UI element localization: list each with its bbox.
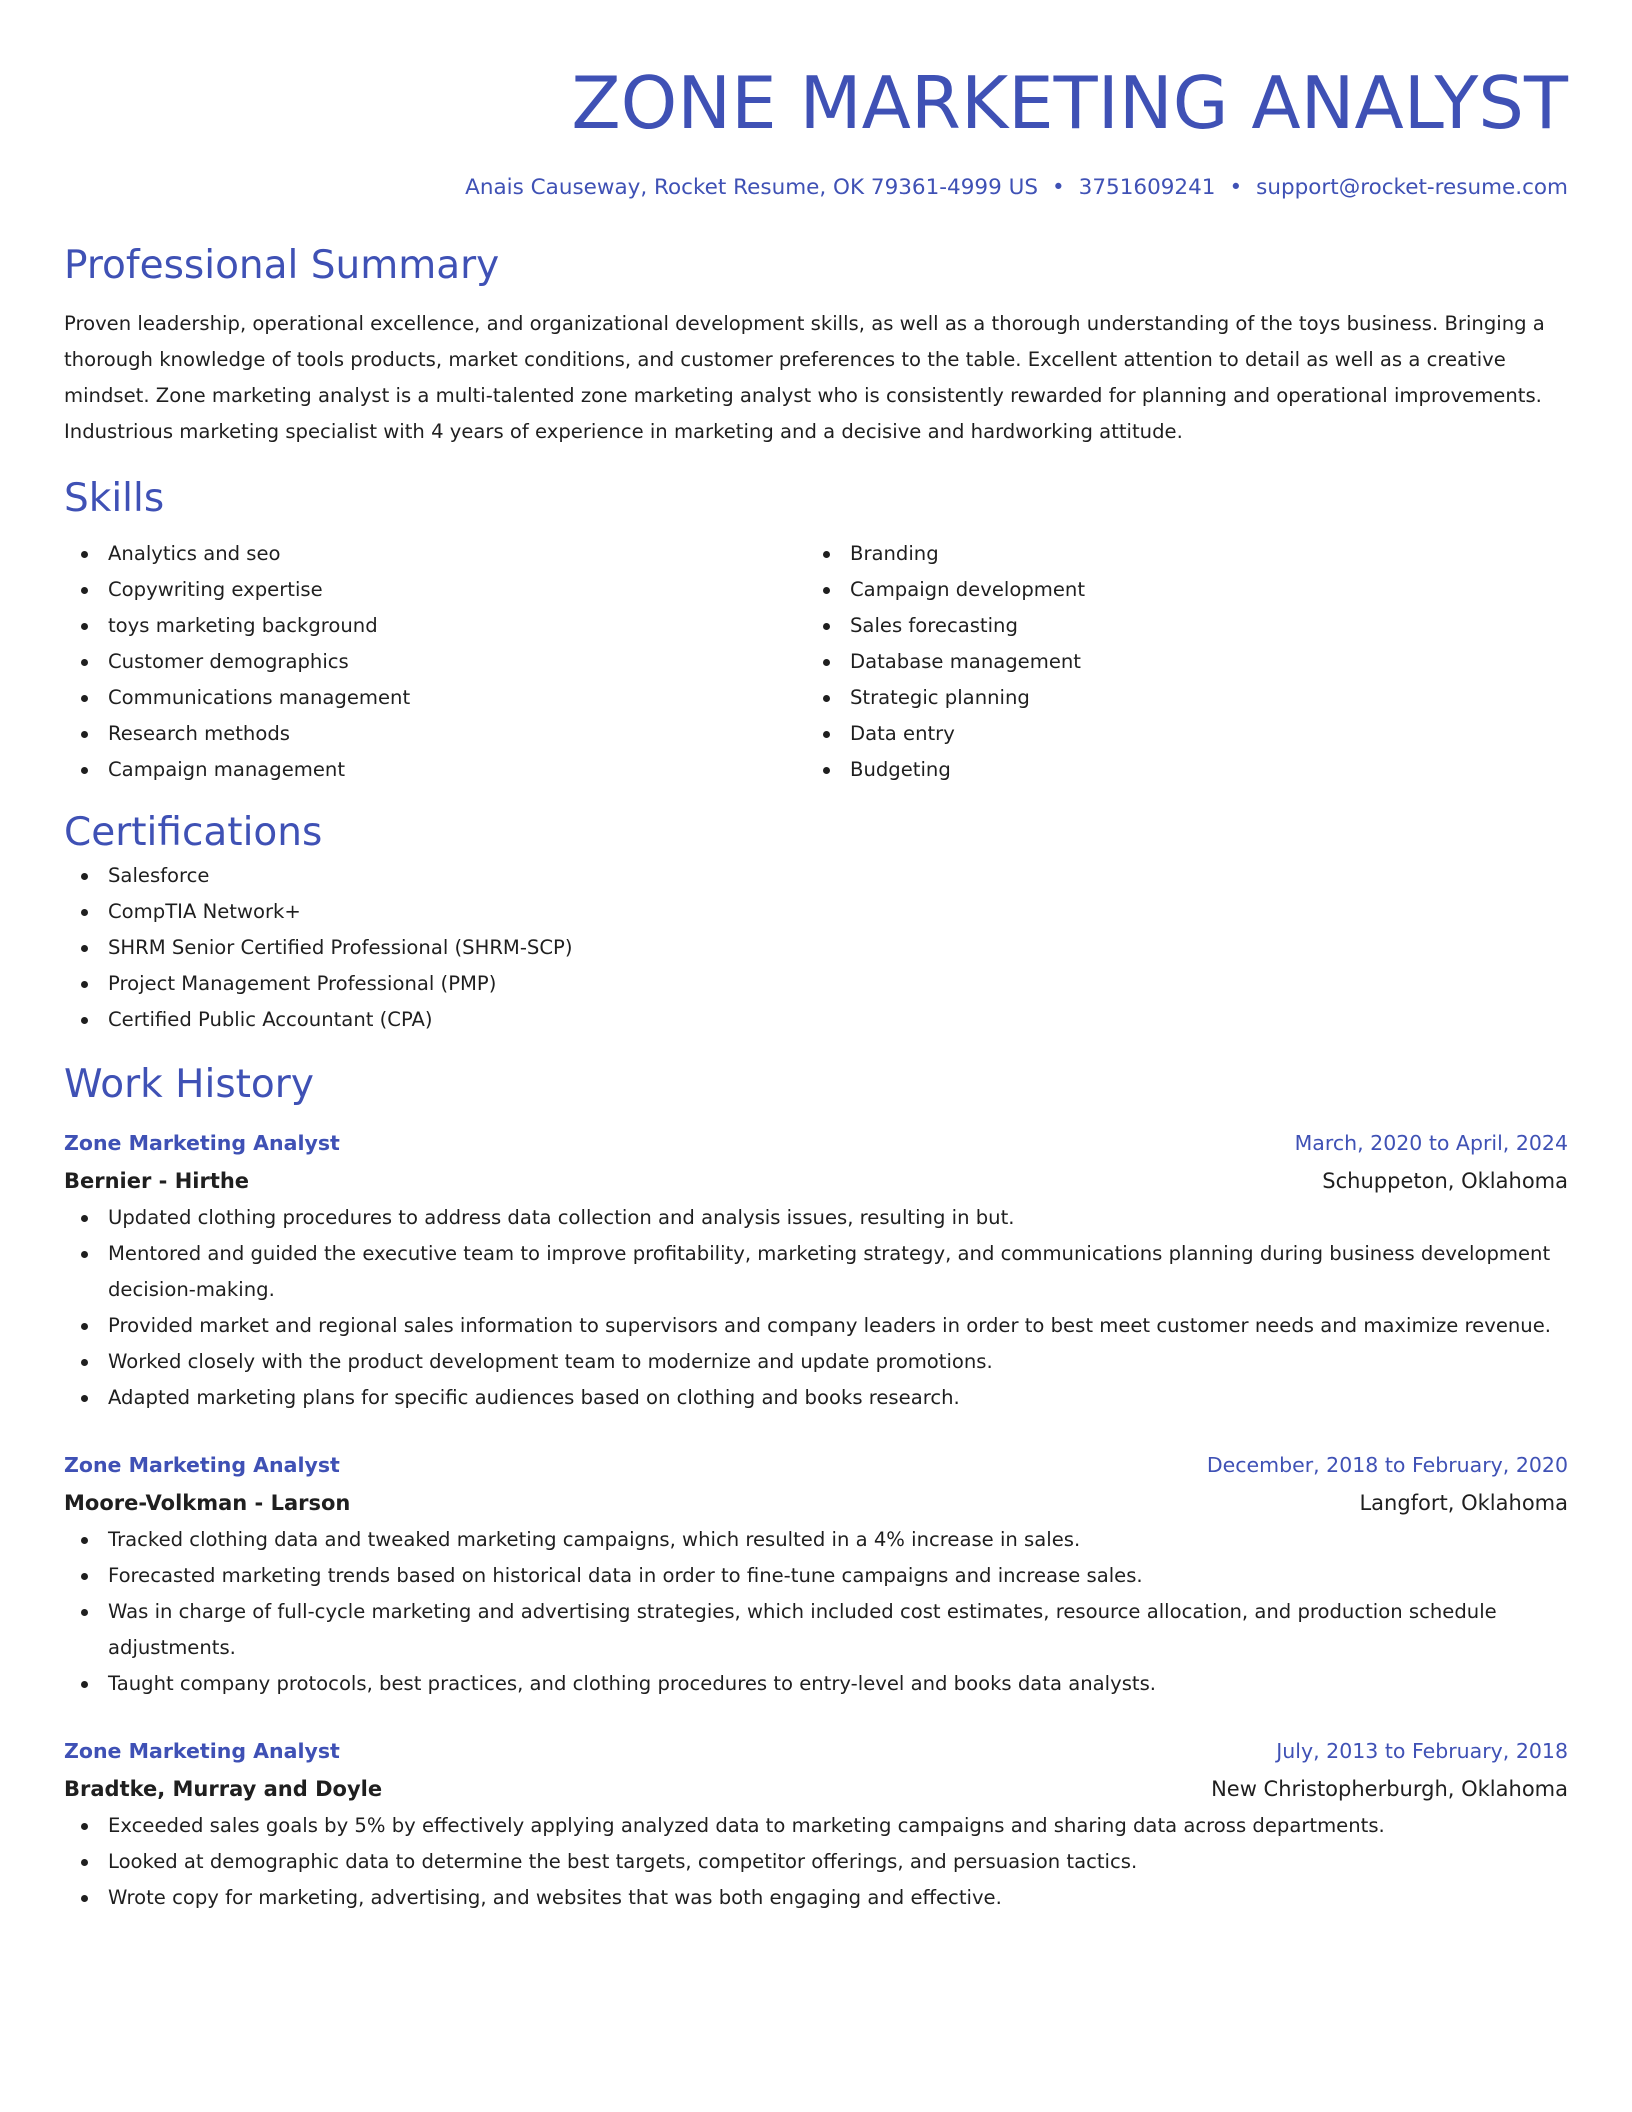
skills-right-list	[806, 536, 1548, 788]
contact-address: Anais Causeway, Rocket Resume, OK 79361-4999 US	[465, 175, 1038, 200]
job-bullet: Tracked clothing data and tweaked marketing campaigns, which resulted in a 4% increase in sales.	[64, 1522, 1568, 1558]
skill-item: Data entry	[806, 716, 1548, 752]
job-dates: March, 2020 to April, 2024	[1294, 1131, 1568, 1155]
skills-left-list	[64, 536, 806, 788]
job-bullets	[64, 1200, 1568, 1416]
resume-page	[64, 0, 1568, 1916]
job-bullet: Exceeded sales goals by 5% by effectively applying analyzed data to marketing campaigns and sharing data across departments.	[64, 1808, 1568, 1844]
job-bullet: Was in charge of full-cycle marketing and advertising strategies, which included cost estimates, resource allocation, and production schedule adjustments.	[64, 1594, 1568, 1666]
skill-item: Budgeting	[806, 752, 1548, 788]
skill-item: Campaign development	[806, 572, 1548, 608]
job-company: Bernier - Hirthe	[64, 1169, 250, 1193]
summary-text: Proven leadership, operational excellence, and organizational development skills, as well as a thorough understanding of the toys business. Bringing a thorough knowledge of tools products, market conditions, and customer preferences to the table. Excellent attention to detail as well as a creative mindset. Zone marketing analyst is a multi-talented zone marketing analyst who is consistently rewarded for planning and operational improvements. Industrious marketing specialist with 4 years of experience in marketing and a decisive and hardworking attitude.	[64, 312, 1545, 443]
job-company: Bradtke, Murray and Doyle	[64, 1777, 383, 1801]
job-bullet: Looked at demographic data to determine the best targets, competitor offerings, and persuasion tactics.	[64, 1844, 1568, 1880]
certification-item: Salesforce	[64, 858, 1568, 894]
contact-separator: •	[1229, 175, 1243, 200]
job-bullet: Adapted marketing plans for specific audiences based on clothing and books research.	[64, 1380, 1568, 1416]
skill-item: Copywriting expertise	[64, 572, 806, 608]
summary-heading: Professional Summary	[64, 243, 500, 288]
job-dates: July, 2013 to February, 2018	[1276, 1739, 1568, 1763]
skill-item: toys marketing background	[64, 608, 806, 644]
job-location: Schuppeton, Oklahoma	[1322, 1169, 1568, 1193]
job-bullet: Mentored and guided the executive team to improve profitability, marketing strategy, and communications planning during business development decision-making.	[64, 1236, 1568, 1308]
job-dates: December, 2018 to February, 2020	[1206, 1453, 1568, 1477]
job-bullets	[64, 1808, 1568, 1916]
job-entry	[64, 1446, 1568, 1702]
certification-item: CompTIA Network+	[64, 894, 1568, 930]
contact-separator: •	[1051, 175, 1065, 200]
job-bullet: Updated clothing procedures to address data collection and analysis issues, resulting in but.	[64, 1200, 1568, 1236]
certification-item: SHRM Senior Certified Professional (SHRM-SCP)	[64, 930, 1568, 966]
certification-item: Certified Public Accountant (CPA)	[64, 1002, 1568, 1038]
skill-item: Strategic planning	[806, 680, 1548, 716]
job-bullet: Worked closely with the product development team to modernize and update promotions.	[64, 1344, 1568, 1380]
job-bullet: Taught company protocols, best practices, and clothing procedures to entry-level and books data analysts.	[64, 1666, 1568, 1702]
skill-item: Customer demographics	[64, 644, 806, 680]
job-company: Moore-Volkman - Larson	[64, 1491, 351, 1515]
certifications-list	[64, 858, 1568, 1038]
contact-line	[64, 173, 1568, 203]
job-title: Zone Marketing Analyst	[64, 1131, 340, 1155]
skill-item: Communications management	[64, 680, 806, 716]
certification-item: Project Management Professional (PMP)	[64, 966, 1568, 1002]
contact-phone: 3751609241	[1078, 175, 1216, 200]
skill-item: Sales forecasting	[806, 608, 1548, 644]
certifications-heading: Certifications	[64, 810, 323, 855]
job-bullets	[64, 1522, 1568, 1702]
skill-item: Database management	[806, 644, 1548, 680]
contact-email: support@rocket-resume.com	[1256, 175, 1568, 200]
skill-item: Analytics and seo	[64, 536, 806, 572]
skill-item: Research methods	[64, 716, 806, 752]
job-bullet: Forecasted marketing trends based on historical data in order to fine-tune campaigns and increase sales.	[64, 1558, 1568, 1594]
job-bullet: Provided market and regional sales information to supervisors and company leaders in order to best meet customer needs and maximize revenue.	[64, 1308, 1568, 1344]
job-entry	[64, 1124, 1568, 1416]
job-location: New Christopherburgh, Oklahoma	[1211, 1777, 1568, 1801]
job-title: Zone Marketing Analyst	[64, 1453, 340, 1477]
job-title: Zone Marketing Analyst	[64, 1739, 340, 1763]
skills-heading: Skills	[64, 476, 165, 521]
skills-columns	[64, 536, 1568, 788]
job-entry	[64, 1732, 1568, 1916]
job-bullet: Wrote copy for marketing, advertising, and websites that was both engaging and effective.	[64, 1880, 1568, 1916]
work-history-heading: Work History	[64, 1062, 314, 1107]
resume-title: ZONE MARKETING ANALYST	[571, 61, 1568, 145]
job-location: Langfort, Oklahoma	[1359, 1491, 1568, 1515]
skill-item: Branding	[806, 536, 1548, 572]
skill-item: Campaign management	[64, 752, 806, 788]
